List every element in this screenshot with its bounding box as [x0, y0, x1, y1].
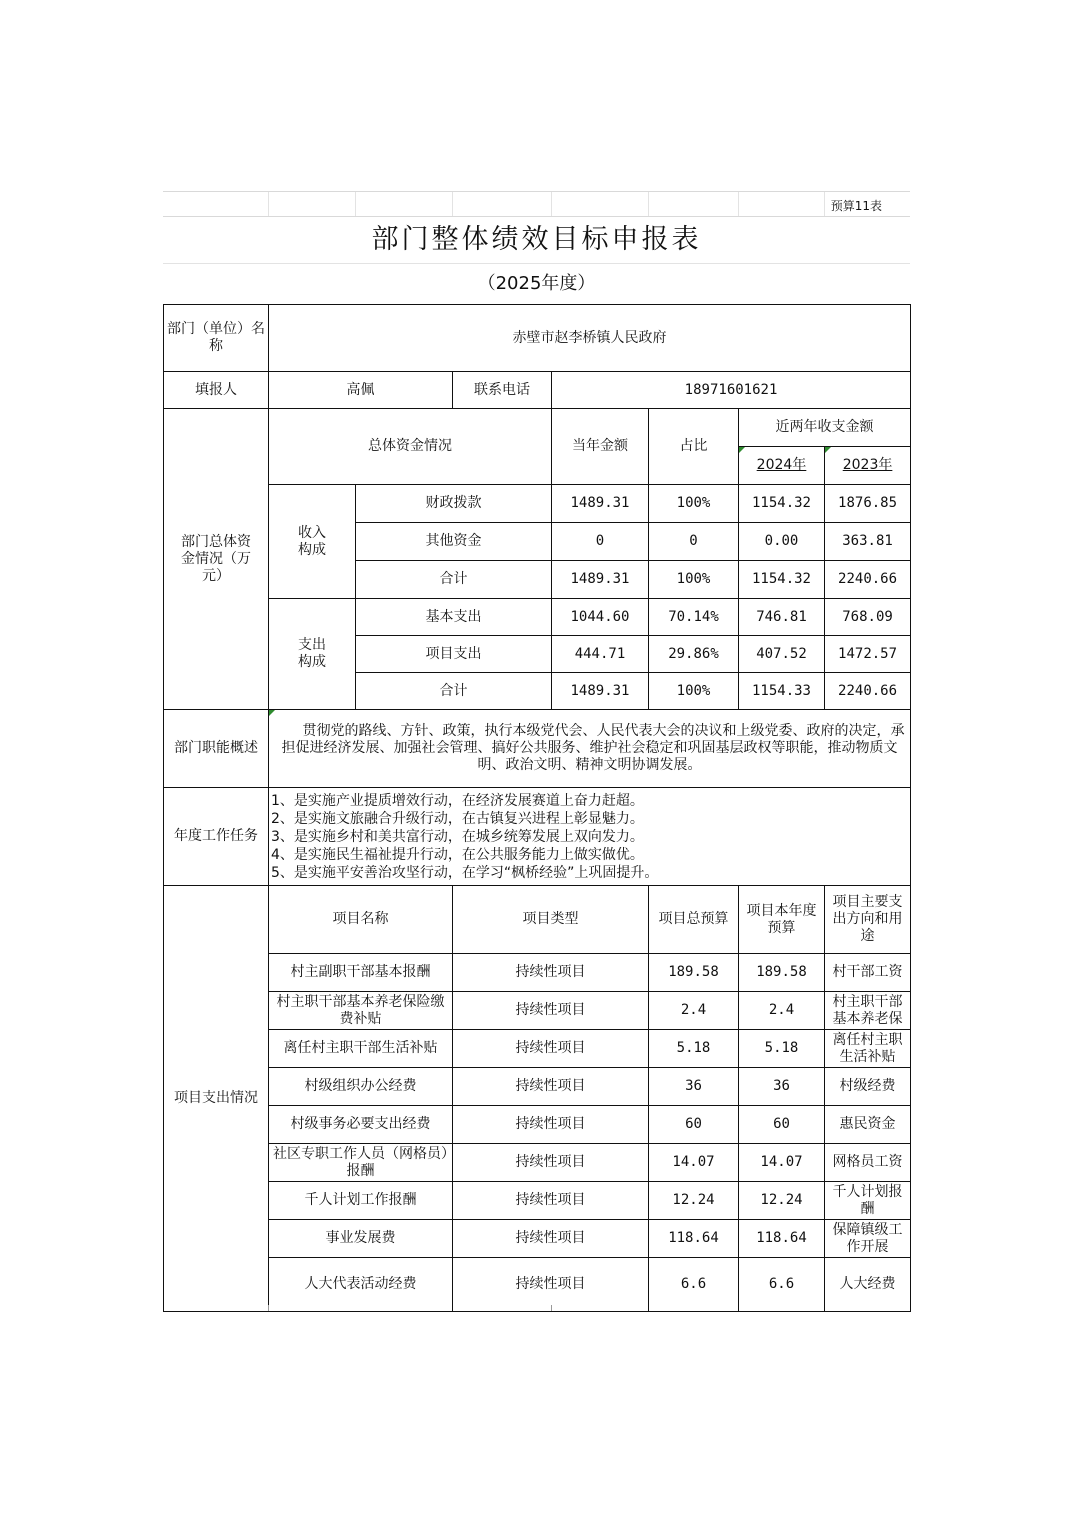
project-use: 村主职干部基本养老保 [825, 992, 911, 1030]
income-current: 0 [552, 523, 649, 561]
project-total: 189.58 [649, 954, 739, 992]
project-total: 6.6 [649, 1258, 739, 1312]
page-title: 部门整体绩效目标申报表 [163, 217, 910, 264]
project-use: 网格员工资 [825, 1144, 911, 1182]
year-2023-header: 2023年 [825, 447, 911, 485]
project-total: 60 [649, 1106, 739, 1144]
expense-current: 1489.31 [552, 673, 649, 710]
tasks-list [269, 788, 911, 886]
expense-label: 支出构成 [269, 599, 356, 710]
project-type: 持续性项目 [453, 1144, 649, 1182]
filler-label: 填报人 [164, 372, 269, 409]
dept-value: 赤壁市赵李桥镇人民政府 [269, 305, 911, 372]
project-name: 村级组织办公经费 [269, 1068, 453, 1106]
funds-section-label: 部门总体资金情况（万元） [164, 409, 269, 710]
project-name: 离任村主职干部生活补贴 [269, 1030, 453, 1068]
income-ratio: 100% [649, 485, 739, 523]
function-text: 贯彻党的路线、方针、政策，执行本级党代会、人民代表大会的决议和上级党委、政府的决定，承担促进经济发展、加强社会管理、搞好公共服务、维护社会稳定和巩固基层政权等职能，推动物质文明、政治文明、精神文明协调发展。 [269, 710, 911, 788]
project-type: 持续性项目 [453, 1182, 649, 1220]
ratio-header: 占比 [649, 409, 739, 485]
project-total-header: 项目总预算 [649, 886, 739, 954]
project-annual: 14.07 [739, 1144, 825, 1182]
project-name: 村主副职干部基本报酬 [269, 954, 453, 992]
income-2023: 2240.66 [825, 561, 911, 599]
project-total: 14.07 [649, 1144, 739, 1182]
income-name: 其他资金 [356, 523, 552, 561]
phone-value: 18971601621 [552, 372, 911, 409]
project-name: 千人计划工作报酬 [269, 1182, 453, 1220]
expense-2024: 746.81 [739, 599, 825, 636]
project-type: 持续性项目 [453, 1106, 649, 1144]
expense-ratio: 70.14% [649, 599, 739, 636]
expense-2023: 1472.57 [825, 636, 911, 673]
income-2024: 1154.32 [739, 485, 825, 523]
project-name: 人大代表活动经费 [269, 1258, 453, 1312]
expense-ratio: 29.86% [649, 636, 739, 673]
expense-2024: 407.52 [739, 636, 825, 673]
phone-label: 联系电话 [453, 372, 552, 409]
function-label: 部门职能概述 [164, 710, 269, 788]
project-type: 持续性项目 [453, 1220, 649, 1258]
expense-name: 项目支出 [356, 636, 552, 673]
project-use: 离任村主职生活补贴 [825, 1030, 911, 1068]
project-total: 118.64 [649, 1220, 739, 1258]
project-type: 持续性项目 [453, 1068, 649, 1106]
income-name: 财政拨款 [356, 485, 552, 523]
project-use: 惠民资金 [825, 1106, 911, 1144]
task-item: 3、是实施乡村和美共富行动，在城乡统筹发展上双向发力。 [271, 828, 644, 845]
project-total: 5.18 [649, 1030, 739, 1068]
projects-label: 项目支出情况 [164, 886, 269, 1312]
project-annual: 2.4 [739, 992, 825, 1030]
task-item: 1、是实施产业提质增效行动，在经济发展赛道上奋力赶超。 [271, 792, 644, 809]
dept-label: 部门（单位）名称 [164, 305, 269, 372]
task-item: 5、是实施平安善治攻坚行动，在学习“枫桥经验”上巩固提升。 [271, 864, 659, 881]
project-total: 2.4 [649, 992, 739, 1030]
income-2024: 1154.32 [739, 561, 825, 599]
page-subtitle: （2025年度） [477, 273, 596, 294]
project-name: 村级事务必要支出经费 [269, 1106, 453, 1144]
project-type-header: 项目类型 [453, 886, 649, 954]
project-type: 持续性项目 [453, 954, 649, 992]
project-type: 持续性项目 [453, 1258, 649, 1312]
project-annual-header: 项目本年度预算 [739, 886, 825, 954]
current-amount-header: 当年金额 [552, 409, 649, 485]
task-item: 4、是实施民生福祉提升行动，在公共服务能力上做实做优。 [271, 846, 644, 863]
overall-funds-label: 总体资金情况 [269, 409, 552, 485]
expense-current: 1044.60 [552, 599, 649, 636]
expense-total-name: 合计 [356, 673, 552, 710]
project-use: 保障镇级工作开展 [825, 1220, 911, 1258]
filler-value: 高佩 [269, 372, 453, 409]
project-total: 36 [649, 1068, 739, 1106]
project-type: 持续性项目 [453, 992, 649, 1030]
project-use: 千人计划报酬 [825, 1182, 911, 1220]
income-2024: 0.00 [739, 523, 825, 561]
project-total: 12.24 [649, 1182, 739, 1220]
income-ratio: 100% [649, 561, 739, 599]
project-annual: 189.58 [739, 954, 825, 992]
project-name: 村主职干部基本养老保险缴费补贴 [269, 992, 453, 1030]
income-2023: 1876.85 [825, 485, 911, 523]
income-total-name: 合计 [356, 561, 552, 599]
project-annual: 5.18 [739, 1030, 825, 1068]
tasks-label: 年度工作任务 [164, 788, 269, 886]
table-number: 预算11表 [830, 199, 882, 213]
expense-ratio: 100% [649, 673, 739, 710]
expense-2023: 2240.66 [825, 673, 911, 710]
top-grid-row [163, 191, 910, 217]
project-name: 事业发展费 [269, 1220, 453, 1258]
income-current: 1489.31 [552, 561, 649, 599]
year-2024-header: 2024年 [739, 447, 825, 485]
project-name: 社区专职工作人员（网格员）报酬 [269, 1144, 453, 1182]
performance-table [163, 304, 911, 1312]
project-use: 人大经费 [825, 1258, 911, 1312]
task-item: 2、是实施文旅融合升级行动，在古镇复兴进程上彰显魅力。 [271, 810, 644, 827]
report-sheet [163, 191, 910, 1312]
recent-years-header: 近两年收支金额 [739, 409, 911, 447]
project-name-header: 项目名称 [269, 886, 453, 954]
income-2023: 363.81 [825, 523, 911, 561]
income-label: 收入构成 [269, 485, 356, 599]
income-current: 1489.31 [552, 485, 649, 523]
expense-2023: 768.09 [825, 599, 911, 636]
project-annual: 36 [739, 1068, 825, 1106]
expense-name: 基本支出 [356, 599, 552, 636]
project-use: 村级经费 [825, 1068, 911, 1106]
project-annual: 6.6 [739, 1258, 825, 1312]
project-annual: 12.24 [739, 1182, 825, 1220]
expense-current: 444.71 [552, 636, 649, 673]
project-use-header: 项目主要支出方向和用途 [825, 886, 911, 954]
expense-2024: 1154.33 [739, 673, 825, 710]
project-annual: 118.64 [739, 1220, 825, 1258]
project-use: 村干部工资 [825, 954, 911, 992]
project-type: 持续性项目 [453, 1030, 649, 1068]
project-annual: 60 [739, 1106, 825, 1144]
income-ratio: 0 [649, 523, 739, 561]
cut-off-row-edge [163, 1305, 910, 1311]
